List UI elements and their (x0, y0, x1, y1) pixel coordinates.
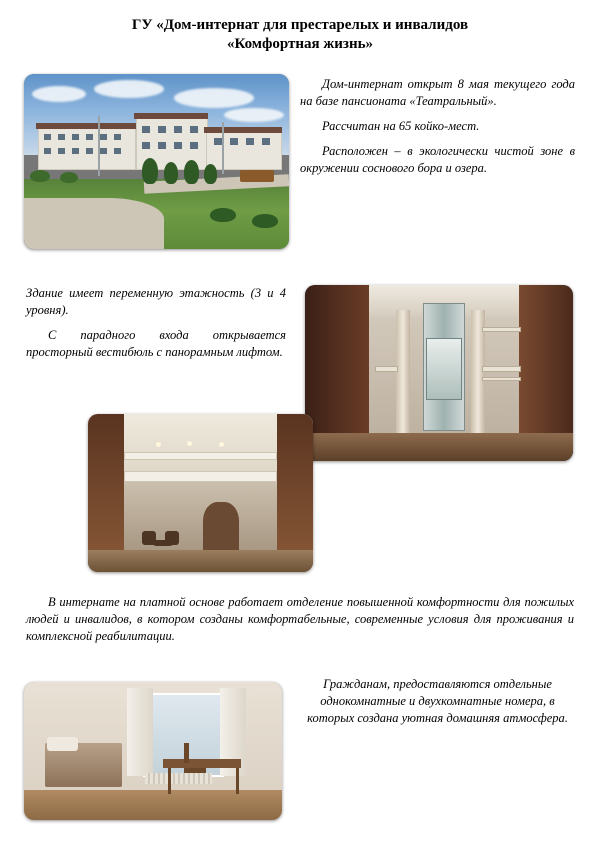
window (86, 134, 93, 140)
spotlight (187, 441, 192, 446)
tree (184, 160, 199, 184)
photo-room-content (24, 682, 282, 820)
pillow (47, 737, 78, 751)
text-intro-p2: Рассчитан на 65 койко-мест. (322, 119, 480, 133)
text-rooms-p1: Гражданам, предоставляются отдельные однокомнатные и двухкомнатные номера, в которых создана уютная домашняя атмосфера. (307, 677, 568, 725)
ceiling-beam (124, 471, 277, 482)
hall-wall-right (277, 414, 313, 572)
window (142, 142, 150, 149)
railing (482, 366, 522, 372)
cloud-icon (32, 86, 86, 102)
photo-building-exterior (24, 74, 289, 249)
curtain-left (127, 688, 153, 776)
window (190, 142, 198, 149)
text-intro-p3: Расположен – в экологически чистой зоне в окружении соснового бора и озера. (300, 144, 575, 175)
photo-hall-content (88, 414, 313, 572)
cloud-icon (224, 108, 284, 122)
tree (142, 158, 158, 184)
text-floors (26, 285, 286, 361)
window (72, 134, 79, 140)
window (72, 148, 79, 154)
desk (163, 759, 240, 767)
page-title-line1: ГУ «Дом-интернат для престарелых и инвалидов (131, 17, 469, 33)
chair-back (184, 743, 189, 763)
window (190, 126, 198, 133)
archway (203, 502, 239, 549)
column (396, 310, 409, 433)
walkway (24, 198, 164, 249)
bush (210, 208, 236, 222)
window (246, 138, 254, 145)
cloud-icon (174, 88, 254, 108)
window (174, 126, 182, 133)
hall-wall-left (88, 414, 124, 572)
text-intro (300, 76, 575, 177)
photo-interior-hall (88, 414, 313, 572)
window (100, 134, 107, 140)
window (158, 126, 166, 133)
window (58, 134, 65, 140)
page-title (60, 16, 540, 54)
text-floors-p1: Здание имеет переменную этажность (3 и 4 уровня). (26, 286, 286, 317)
hall-floor (88, 550, 313, 572)
window (262, 138, 270, 145)
window (100, 148, 107, 154)
window (114, 148, 121, 154)
photo-bedroom (24, 682, 282, 820)
room-floor (24, 790, 282, 820)
roof-center (134, 113, 208, 119)
railing (482, 377, 522, 381)
window (230, 138, 238, 145)
bush (30, 170, 50, 182)
desk-leg (236, 768, 239, 794)
window (158, 142, 166, 149)
page-title-line2: «Комфортная жизнь» (226, 36, 374, 52)
window (114, 134, 121, 140)
lamp-post (98, 116, 100, 176)
bush (252, 214, 278, 228)
bush (60, 172, 78, 183)
chair-seat (184, 768, 206, 773)
text-paid-department (26, 594, 574, 645)
text-intro-p1: Дом-интернат открыт 8 мая текущего года на базе пансионата «Театральный». (300, 77, 575, 108)
text-paid-p1: В интернате на платной основе работает отделение повышенной комфортности для пожилых людей и инвалидов, в котором созданы комфортабельные, современные условия для проживания и комплексной реабилитации. (26, 595, 574, 643)
window (86, 148, 93, 154)
table (153, 540, 173, 546)
window (58, 148, 65, 154)
lobby-floor (305, 433, 573, 461)
text-rooms (300, 676, 575, 727)
radiator (145, 773, 212, 784)
tree (204, 164, 217, 184)
cloud-icon (94, 80, 164, 98)
roof-left (36, 123, 136, 129)
lift-cabin (426, 338, 463, 400)
photo-lobby-panoramic-lift (305, 285, 573, 461)
text-floors-p2: С парадного входа открывается просторный вестибюль с панорамным лифтом. (26, 328, 286, 359)
lamp-post (222, 122, 224, 174)
railing (375, 366, 398, 372)
tree (164, 162, 178, 184)
bench (240, 170, 274, 182)
window (214, 138, 222, 145)
window (44, 134, 51, 140)
ceiling-beam (124, 452, 277, 460)
photo-lobby-content (305, 285, 573, 461)
window (174, 142, 182, 149)
desk-leg (168, 768, 171, 794)
window (142, 126, 150, 133)
window (44, 148, 51, 154)
railing (482, 327, 522, 332)
photo-exterior-content (24, 74, 289, 249)
roof-right (204, 127, 282, 133)
